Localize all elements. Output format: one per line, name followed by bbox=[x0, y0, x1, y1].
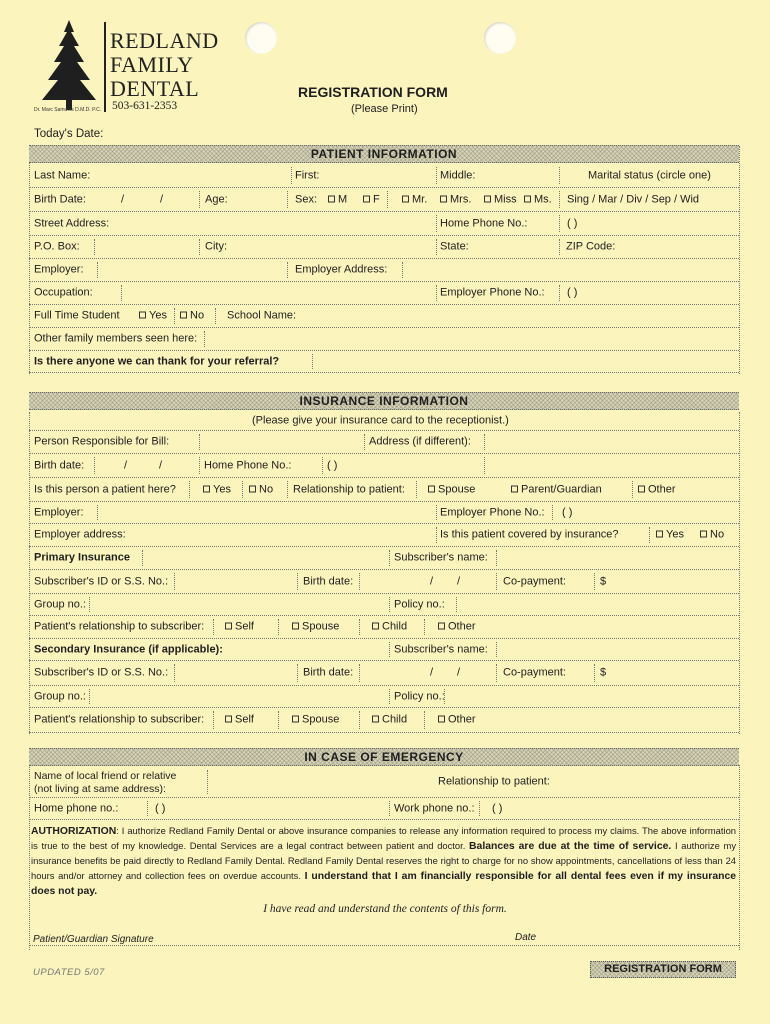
secondary-copay-label: Co-payment: bbox=[503, 666, 566, 679]
logo-word: REDLAND bbox=[110, 28, 219, 53]
primary-group-row bbox=[29, 594, 739, 616]
authorization-text bbox=[31, 824, 736, 899]
separator bbox=[174, 573, 175, 590]
checkbox-icon bbox=[438, 716, 445, 723]
separator bbox=[436, 285, 437, 301]
secondary-relationship-row: Patient's relationship to subscriber: Self Spouse Child Other bbox=[29, 708, 739, 733]
checkbox-icon bbox=[249, 485, 256, 492]
checkbox-icon bbox=[203, 485, 210, 492]
separator bbox=[559, 239, 560, 255]
other-family-label: Other family members seen here: bbox=[34, 332, 198, 345]
birth-date-label: Birth Date: bbox=[34, 193, 86, 205]
primary-relationship-row: Patient's relationship to subscriber: Self Spouse Child Other bbox=[29, 616, 739, 639]
secondary-subscriber-name-label: Subscriber's name: bbox=[394, 643, 488, 655]
employer-address-label: Employer Address: bbox=[295, 263, 388, 276]
separator bbox=[436, 239, 437, 255]
separator bbox=[416, 481, 417, 498]
separator bbox=[496, 664, 497, 682]
separator bbox=[121, 285, 122, 301]
emergency-work-phone-label: Work phone no.: bbox=[394, 802, 475, 814]
checkbox-icon bbox=[292, 623, 299, 630]
emergency-relationship-label: Relationship to patient: bbox=[438, 775, 550, 788]
separator bbox=[444, 689, 445, 704]
occupation-label: Occupation: bbox=[34, 286, 93, 299]
insurance-employer-label: Employer: bbox=[34, 506, 84, 518]
separator bbox=[287, 262, 288, 278]
city-label: City: bbox=[205, 240, 227, 253]
punch-hole bbox=[245, 22, 277, 54]
primary-birth-date-label: Birth date: bbox=[303, 575, 354, 587]
balances-due-notice: Balances are due at the time of service. bbox=[469, 841, 672, 853]
emergency-contact-label: Name of local friend or relative bbox=[34, 770, 177, 782]
checkbox-icon bbox=[524, 195, 531, 202]
separator bbox=[484, 434, 485, 450]
separator bbox=[242, 481, 243, 498]
primary-insurance-row bbox=[29, 547, 739, 570]
acknowledgement: I have read and understand the contents of this form. bbox=[263, 903, 507, 915]
updated-stamp: UPDATED 5/07 bbox=[33, 967, 105, 978]
separator bbox=[297, 664, 298, 682]
patient-name-row bbox=[29, 164, 739, 188]
separator bbox=[97, 262, 98, 278]
separator bbox=[364, 434, 365, 450]
form-subtitle: (Please Print) bbox=[351, 103, 418, 115]
employer-row bbox=[29, 259, 739, 282]
separator bbox=[278, 711, 279, 729]
insurance-info-banner bbox=[29, 392, 739, 410]
employer-address-coverage-row: Employer address: Is this patient covered by insurance? Yes No bbox=[29, 524, 739, 547]
marital-status-label: Marital status (circle one) bbox=[588, 169, 711, 181]
primary-policy-label: Policy no.: bbox=[394, 598, 445, 610]
checkbox-icon bbox=[484, 195, 491, 202]
separator bbox=[89, 597, 90, 612]
authorization-label: AUTHORIZATION bbox=[31, 826, 117, 837]
separator bbox=[436, 505, 437, 520]
checkbox-icon bbox=[428, 485, 435, 492]
checkbox-icon bbox=[225, 716, 232, 723]
authorization-body-2: I authorize my insurance benefits be paid directly to Redland Family Dental. Redland Family Dental reserves the right to charge for no show appointments, cancellations of less than 24 hours and/or attorney and collection fees on overdue accounts. bbox=[31, 840, 737, 881]
first-name-label: First: bbox=[295, 169, 320, 181]
clinic-logo bbox=[34, 18, 224, 116]
separator bbox=[97, 505, 98, 520]
responsible-birth-row: Birth date: / / Home Phone No.: ( ) bbox=[29, 454, 739, 478]
separator bbox=[359, 711, 360, 729]
street-address-label: Street Address: bbox=[34, 217, 110, 229]
signature-date-field[interactable]: Date bbox=[515, 932, 537, 943]
pine-tree-icon bbox=[34, 18, 104, 114]
insurance-note-row: (Please give your insurance card to the receptionist.) bbox=[29, 411, 739, 431]
responsible-party-label: Person Responsible for Bill: bbox=[34, 435, 170, 448]
separator bbox=[215, 308, 216, 324]
separator bbox=[424, 619, 425, 635]
checkbox-icon bbox=[402, 195, 409, 202]
emergency-heading: IN CASE OF EMERGENCY bbox=[304, 750, 464, 764]
age-label: Age: bbox=[205, 193, 228, 205]
separator bbox=[496, 573, 497, 590]
logo-divider bbox=[104, 22, 106, 112]
employer-phone-label: Employer Phone No.: bbox=[440, 286, 545, 299]
secondary-group-row bbox=[29, 686, 739, 708]
primary-subscriber-id-label: Subscriber's ID or S.S. No.: bbox=[34, 575, 169, 587]
separator bbox=[559, 285, 560, 301]
insurance-employer-address-label: Employer address: bbox=[34, 528, 126, 541]
school-name-label: School Name: bbox=[227, 309, 297, 322]
separator bbox=[424, 711, 425, 729]
state-label: State: bbox=[440, 240, 469, 253]
checkbox-icon bbox=[139, 312, 146, 319]
separator bbox=[94, 457, 95, 474]
separator bbox=[436, 215, 437, 232]
separator bbox=[189, 481, 190, 498]
financial-responsibility-notice: I understand that I am financially responsible for all dental fees even if my insurance does not pay. bbox=[31, 870, 737, 897]
checkbox-icon bbox=[292, 716, 299, 723]
separator bbox=[389, 550, 390, 566]
responsible-home-phone-label: Home Phone No.: bbox=[204, 459, 292, 471]
responsible-row bbox=[29, 431, 739, 454]
separator bbox=[389, 689, 390, 704]
secondary-group-label: Group no.: bbox=[34, 690, 86, 702]
zip-code-label: ZIP Code: bbox=[566, 240, 616, 253]
checkbox-icon bbox=[440, 195, 447, 202]
secondary-insurance-label: Secondary Insurance (if applicable): bbox=[34, 643, 223, 655]
logo-word: FAMILY bbox=[110, 52, 194, 77]
separator bbox=[594, 664, 595, 682]
patient-info-banner bbox=[29, 145, 739, 163]
separator bbox=[199, 191, 200, 208]
secondary-insurance-row bbox=[29, 639, 739, 661]
separator bbox=[484, 457, 485, 474]
checkbox-icon bbox=[363, 195, 370, 202]
logo-word: DENTAL bbox=[110, 76, 200, 101]
separator bbox=[147, 801, 148, 816]
insurance-employer-phone-label: Employer Phone No.: bbox=[440, 506, 545, 518]
clinic-phone: 503-631-2353 bbox=[112, 100, 178, 112]
checkbox-icon bbox=[225, 623, 232, 630]
separator bbox=[649, 527, 650, 543]
emergency-contact-row bbox=[29, 767, 739, 798]
referral-row bbox=[29, 351, 739, 373]
checkbox-icon bbox=[511, 485, 518, 492]
signature-field[interactable]: Patient/Guardian Signature bbox=[33, 934, 154, 945]
checkbox-icon bbox=[372, 716, 379, 723]
checkbox-icon bbox=[372, 623, 379, 630]
separator bbox=[402, 262, 403, 278]
form-title: REGISTRATION FORM bbox=[298, 84, 448, 100]
secondary-policy-label: Policy no.: bbox=[394, 690, 445, 702]
border-right bbox=[739, 412, 740, 734]
insurance-info-heading: INSURANCE INFORMATION bbox=[299, 394, 469, 408]
authorization-body-1: : I authorize Redland Family Dental or above insurance companies to release any information required to process my claims. The above information is true to the best of my knowledge. Dental Services are a legal contract between patient and doctor. bbox=[31, 825, 736, 852]
primary-subscriber-id-row: Subscriber's ID or S.S. No.: Birth date: / / Co-payment: $ bbox=[29, 570, 739, 594]
checkbox-icon bbox=[700, 531, 707, 538]
separator bbox=[436, 527, 437, 543]
secondary-subscriber-id-label: Subscriber's ID or S.S. No.: bbox=[34, 666, 169, 679]
separator bbox=[552, 505, 553, 520]
checkbox-icon bbox=[438, 623, 445, 630]
border-right bbox=[739, 765, 740, 950]
separator bbox=[389, 642, 390, 657]
primary-copay-label: Co-payment: bbox=[503, 575, 566, 587]
separator bbox=[287, 481, 288, 498]
separator bbox=[594, 573, 595, 590]
responsible-birth-date-label: Birth date: bbox=[34, 459, 85, 471]
doctor-names: Dr. Marc Samuels D.M.D. P.C. bbox=[34, 107, 102, 113]
patient-birth-row: Birth Date: / / Age: Sex: M F Mr. Mrs. Miss Ms. Sing / Mar / Div / Sep / Wid bbox=[29, 188, 739, 212]
separator bbox=[204, 331, 205, 347]
separator bbox=[142, 550, 143, 566]
footer-form-tag: REGISTRATION FORM bbox=[590, 961, 736, 978]
middle-name-label: Middle: bbox=[440, 169, 476, 181]
separator bbox=[359, 573, 360, 590]
emergency-phone-row: Home phone no.: ( ) Work phone no.: ( ) bbox=[29, 798, 739, 820]
separator bbox=[199, 457, 200, 474]
separator bbox=[89, 689, 90, 704]
separator bbox=[479, 801, 480, 816]
employer-label: Employer: bbox=[34, 263, 84, 276]
checkbox-icon bbox=[180, 312, 187, 319]
checkbox-icon bbox=[656, 531, 663, 538]
occupation-row: Occupation: Employer Phone No.: ( ) bbox=[29, 282, 739, 305]
separator bbox=[312, 354, 313, 369]
separator bbox=[359, 664, 360, 682]
other-family-row bbox=[29, 328, 739, 351]
separator bbox=[559, 167, 560, 184]
emergency-contact-label-note: (not living at same address): bbox=[34, 783, 166, 795]
home-phone-label: Home Phone No.: bbox=[440, 217, 528, 229]
separator bbox=[559, 191, 560, 208]
separator bbox=[322, 457, 323, 474]
separator bbox=[199, 239, 200, 255]
primary-subscriber-name-label: Subscriber's name: bbox=[394, 551, 488, 564]
emergency-home-phone-label: Home phone no.: bbox=[34, 802, 119, 814]
separator bbox=[213, 619, 214, 635]
checkbox-icon bbox=[638, 485, 645, 492]
secondary-subscriber-id-row: Subscriber's ID or S.S. No.: Birth date: / / Co-payment: $ bbox=[29, 661, 739, 686]
separator bbox=[496, 642, 497, 657]
referral-label: Is there anyone we can thank for your referral? bbox=[34, 355, 280, 367]
is-patient-row: Is this person a patient here? Yes No Relationship to patient: Spouse Parent/Guardian Other bbox=[29, 478, 739, 502]
separator bbox=[456, 597, 457, 612]
separator bbox=[213, 711, 214, 729]
po-box-label: P.O. Box: bbox=[34, 240, 80, 253]
emergency-banner bbox=[29, 748, 739, 766]
separator bbox=[174, 664, 175, 682]
checkbox-icon bbox=[328, 195, 335, 202]
billing-address-label: Address (if different): bbox=[369, 435, 471, 448]
separator bbox=[291, 167, 292, 184]
separator bbox=[207, 770, 208, 794]
insurance-employer-row: Employer: Employer Phone No.: ( ) bbox=[29, 502, 739, 524]
secondary-birth-date-label: Birth date: bbox=[303, 666, 354, 679]
separator bbox=[199, 434, 200, 450]
border-right bbox=[739, 146, 740, 374]
punch-hole bbox=[484, 22, 516, 54]
separator bbox=[389, 597, 390, 612]
todays-date-field[interactable]: Today's Date: bbox=[34, 128, 104, 140]
primary-insurance-label: Primary Insurance bbox=[34, 551, 130, 564]
student-row: Full Time Student Yes No School Name: bbox=[29, 305, 739, 328]
signature-line bbox=[29, 945, 739, 946]
separator bbox=[174, 308, 175, 324]
separator bbox=[278, 619, 279, 635]
separator bbox=[559, 215, 560, 232]
patient-info-heading: PATIENT INFORMATION bbox=[310, 147, 458, 161]
last-name-label: Last Name: bbox=[34, 169, 91, 181]
emergency-contact-field[interactable] bbox=[34, 770, 176, 796]
separator bbox=[94, 239, 95, 255]
po-box-row bbox=[29, 236, 739, 259]
separator bbox=[297, 573, 298, 590]
separator bbox=[632, 481, 633, 498]
separator bbox=[496, 550, 497, 566]
primary-group-label: Group no.: bbox=[34, 598, 86, 610]
separator bbox=[287, 191, 288, 208]
separator bbox=[387, 191, 388, 208]
separator bbox=[389, 801, 390, 816]
separator bbox=[359, 619, 360, 635]
separator bbox=[436, 167, 437, 184]
street-row: Street Address: Home Phone No.: ( ) bbox=[29, 212, 739, 236]
